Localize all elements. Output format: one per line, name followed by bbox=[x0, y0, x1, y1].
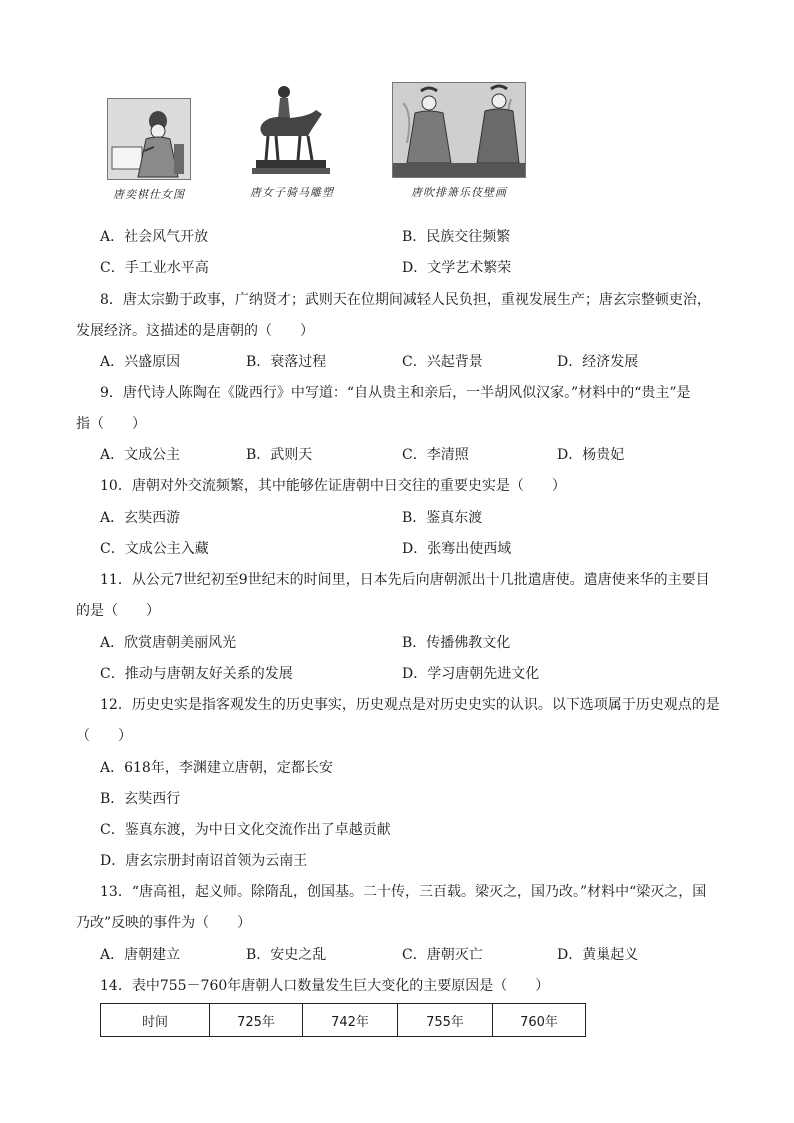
q13-option-c: C．唐朝灭亡 bbox=[402, 947, 483, 963]
q12-option-b: B．玄奘西行 bbox=[100, 791, 181, 807]
q7-option-a: A．社会风气开放 bbox=[100, 229, 209, 245]
q12-stem-line2: （ ） bbox=[76, 728, 132, 744]
figure-musician-mural-image bbox=[392, 82, 526, 178]
table-cell: 725年 bbox=[210, 1004, 303, 1037]
figure-musician-mural bbox=[392, 82, 526, 200]
q9-option-c: C．李清照 bbox=[402, 447, 469, 463]
q9-stem-line1: 9．唐代诗人陈陶在《陇西行》中写道：“自从贵主和亲后，一半胡风似汉家。”材料中的“贵主”是 bbox=[100, 385, 691, 401]
q7-option-c: C．手工业水平高 bbox=[100, 260, 209, 276]
q12-option-d: D．唐玄宗册封南诏首领为云南王 bbox=[100, 853, 308, 869]
q11-stem-line1: 11．从公元7世纪初至9世纪末的时间里，日本先后向唐朝派出十几批遣唐使。遣唐使来华的主要目 bbox=[100, 572, 710, 588]
q13-stem-line1: 13．“唐高祖，起义师。除隋乱，创国基。二十传，三百载。梁灭之，国乃改。”材料中“梁灭之，国 bbox=[100, 884, 707, 900]
q14-population-table bbox=[100, 1003, 586, 1037]
q8-option-c: C．兴起背景 bbox=[402, 354, 483, 370]
q10-option-c: C．文成公主入藏 bbox=[100, 541, 209, 557]
figure-chess-lady-image bbox=[107, 98, 191, 180]
q12-option-a: A．618年，李渊建立唐朝，定都长安 bbox=[100, 760, 333, 776]
q8-stem-line1: 8．唐太宗勤于政事，广纳贤才；武则天在位期间减轻人民负担，重视发展生产；唐玄宗整顿吏治， bbox=[100, 292, 711, 308]
q9-option-a: A．文成公主 bbox=[100, 447, 181, 463]
table-cell: 755年 bbox=[398, 1004, 493, 1037]
q12-stem-line1: 12．历史史实是指客观发生的历史事实，历史观点是对历史史实的认识。以下选项属于历史观点的是 bbox=[100, 697, 720, 713]
q13-option-a: A．唐朝建立 bbox=[100, 947, 181, 963]
q14-stem-line1: 14．表中755－760年唐朝人口数量发生巨大变化的主要原因是（ ） bbox=[100, 978, 550, 994]
figure-caption: 唐女子骑马雕塑 bbox=[250, 186, 334, 199]
q10-option-a: A．玄奘西游 bbox=[100, 510, 181, 526]
figure-strip bbox=[105, 80, 545, 210]
q13-stem-line2: 乃改”反映的事件为（ ） bbox=[76, 915, 252, 931]
q11-option-b: B．传播佛教文化 bbox=[402, 635, 511, 651]
q10-stem-line1: 10．唐朝对外交流频繁，其中能够佐证唐朝中日交往的重要史实是（ ） bbox=[100, 478, 566, 494]
table-cell: 时间 bbox=[101, 1004, 210, 1037]
q10-option-b: B．鉴真东渡 bbox=[402, 510, 483, 526]
table-cell: 760年 bbox=[493, 1004, 586, 1037]
figure-horse-rider-image bbox=[250, 80, 332, 178]
q8-option-d: D．经济发展 bbox=[557, 354, 639, 370]
figure-caption: 唐奕棋仕女图 bbox=[113, 188, 185, 201]
q9-option-d: D．杨贵妃 bbox=[557, 447, 625, 463]
table-cell: 742年 bbox=[303, 1004, 398, 1037]
q8-option-a: A．兴盛原因 bbox=[100, 354, 181, 370]
q7-option-b: B．民族交往频繁 bbox=[402, 229, 511, 245]
table-row bbox=[101, 1004, 586, 1037]
q8-stem-line2: 发展经济。这描述的是唐朝的（ ） bbox=[76, 323, 314, 339]
figure-caption: 唐吹排箫乐伎壁画 bbox=[411, 186, 507, 199]
q11-option-a: A．欣赏唐朝美丽风光 bbox=[100, 635, 237, 651]
figure-horse-rider bbox=[250, 80, 334, 200]
figure-chess-lady bbox=[107, 98, 191, 202]
q13-option-d: D．黄巢起义 bbox=[557, 947, 639, 963]
q11-option-c: C．推动与唐朝友好关系的发展 bbox=[100, 666, 293, 682]
q12-option-c: C．鉴真东渡，为中日文化交流作出了卓越贡献 bbox=[100, 822, 391, 838]
q9-option-b: B．武则天 bbox=[246, 447, 313, 463]
q11-option-d: D．学习唐朝先进文化 bbox=[402, 666, 540, 682]
q10-option-d: D．张骞出使西域 bbox=[402, 541, 512, 557]
q13-option-b: B．安史之乱 bbox=[246, 947, 327, 963]
q8-option-b: B．衰落过程 bbox=[246, 354, 327, 370]
q11-stem-line2: 的是（ ） bbox=[76, 603, 160, 619]
q9-stem-line2: 指（ ） bbox=[76, 416, 146, 432]
q7-option-d: D．文学艺术繁荣 bbox=[402, 260, 512, 276]
